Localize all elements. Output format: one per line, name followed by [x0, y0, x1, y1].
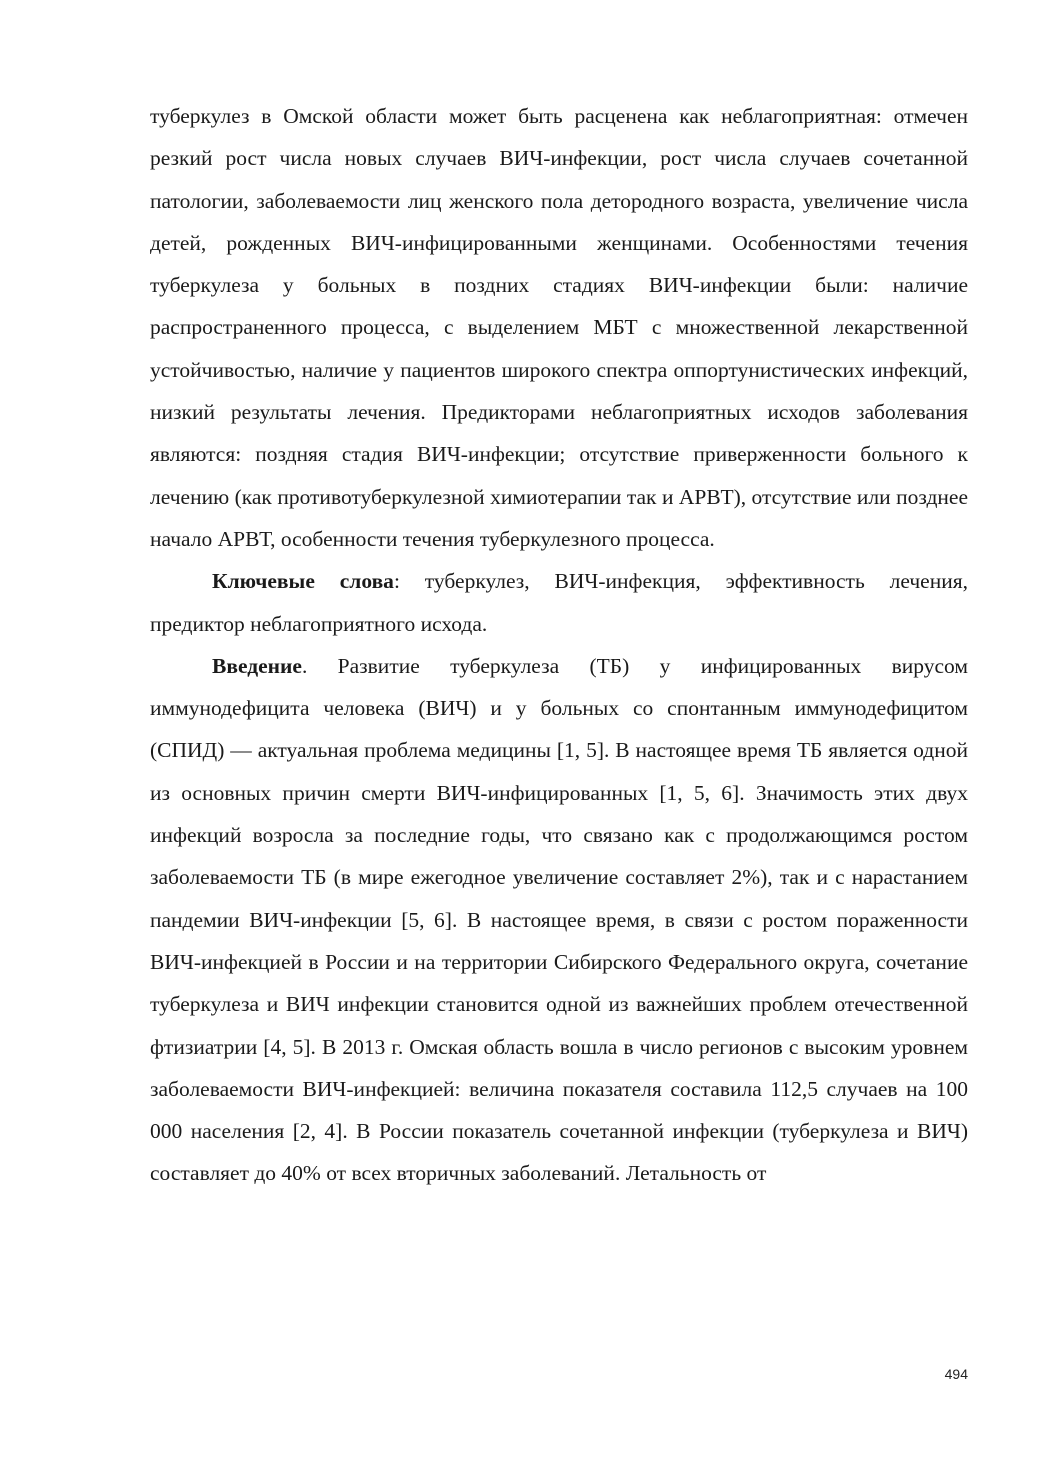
keywords-text: : туберкулез, ВИЧ-инфекция, эффективность лечения, предиктор неблагоприятного исхода. — [150, 569, 968, 636]
introduction-paragraph — [150, 645, 968, 1195]
abstract-text: туберкулез в Омской области может быть расценена как неблагоприятная: отмечен резкий рост числа новых случаев ВИЧ-инфекции, рост числа случаев сочетанной патологии, заболеваемости лиц женского пола детородного возраста, увеличение числа детей, рожденных ВИЧ-инфицированными женщинами. Особенностями течения туберкулеза у больных в поздних стадиях ВИЧ-инфекции были: наличие распространенного процесса, с выделением МБТ с множественной лекарственной устойчивостью, наличие у пациентов широкого спектра оппортунистических инфекций, низкий результаты лечения. Предикторами неблагоприятных исходов заболевания являются: поздняя стадия ВИЧ-инфекции; отсутствие приверженности больного к лечению (как противотуберкулезной химиотерапии так и АРВТ), отсутствие или позднее начало АРВТ, особенности течения туберкулезного процесса. — [150, 104, 968, 551]
keywords-label: Ключевые слова — [212, 569, 394, 594]
abstract-paragraph — [150, 95, 968, 560]
introduction-label: Введение — [212, 653, 302, 678]
keywords-paragraph — [150, 560, 968, 645]
document-page — [150, 95, 968, 1195]
page-number: 494 — [944, 1366, 968, 1382]
introduction-text: . Развитие туберкулеза (ТБ) у инфицированных вирусом иммунодефицита человека (ВИЧ) и у больных со спонтанным иммунодефицитом (СПИД) — актуальная проблема медицины [1, 5]. В настоящее время ТБ является одной из основных причин смерти ВИЧ-инфицированных [1, 5, 6]. Значимость этих двух инфекций возросла за последние годы, что связано как с продолжающимся ростом заболеваемости ТБ (в мире ежегодное увеличение составляет 2%), так и с нарастанием пандемии ВИЧ-инфекции [5, 6]. В настоящее время, в связи с ростом пораженности ВИЧ-инфекцией в России и на территории Сибирского Федерального округа, сочетание туберкулеза и ВИЧ инфекции становится одной из важнейших проблем отечественной фтизиатрии [4, 5]. В 2013 г. Омская область вошла в число регионов с высоким уровнем заболеваемости ВИЧ-инфекцией: величина показателя составила 112,5 случаев на 100 000 населения [2, 4]. В России показатель сочетанной инфекции (туберкулеза и ВИЧ) составляет до 40% от всех вторичных заболеваний. Летальность от — [150, 653, 968, 1186]
